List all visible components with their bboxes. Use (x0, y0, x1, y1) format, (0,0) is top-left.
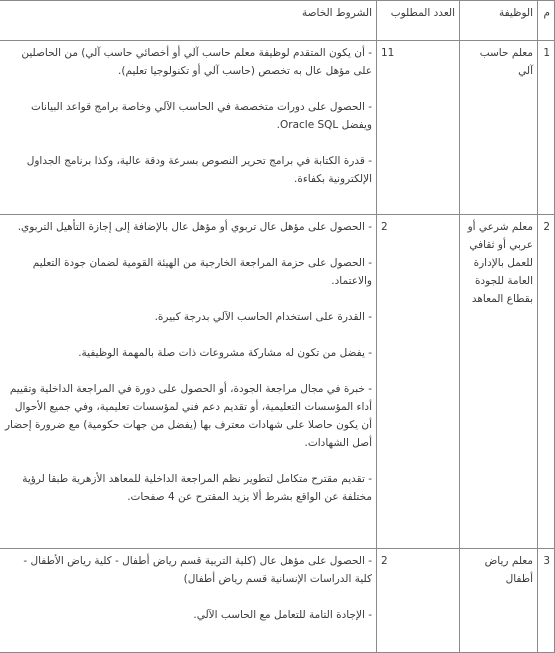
condition-item: - الحصول على حزمة المراجعة الخارجية من الهيئة القومية لضمان جودة التعليم والاعتماد. (32, 257, 372, 287)
condition-item: - أن يكون المتقدم لوظيفة معلم حاسب آلي أو أخصائي حاسب آلي) من الحاصلين على مؤهل عال به تخصص (حاسب آلي أو تكنولوجيا تعليم). (21, 47, 372, 77)
condition-item: - تقديم مقترح متكامل لتطوير نظم المراجعة الداخلية للمعاهد الأزهرية طبقا لرؤية مختلفة عن الواقع بشرط ألا يزيد المقترح عن 4 صفحات. (22, 473, 372, 503)
condition-item: - الحصول على مؤهل عال (كلية التربية قسم رياض أطفال - كلية رياض الأطفال - كلية الدراسات الإنسانية قسم رياض أطفال) (23, 555, 372, 585)
condition-item: - القدرة على استخدام الحاسب الآلي بدرجة كبيرة. (154, 311, 372, 323)
row-count: 11 (377, 41, 460, 215)
table-row (0, 41, 555, 215)
table-row (0, 215, 555, 549)
row-job: معلم شرعي أو عربي أو ثقافي للعمل بالإدارة العامة للجودة بقطاع المعاهد (460, 215, 538, 549)
row-conditions (0, 549, 377, 653)
row-num: 2 (538, 215, 555, 549)
table-row (0, 549, 555, 653)
header-job: الوظيفة (460, 1, 538, 41)
row-conditions (0, 215, 377, 549)
condition-item: - الإجادة التامة للتعامل مع الحاسب الآلي. (193, 609, 372, 621)
row-job: معلم حاسب آلي (460, 41, 538, 215)
condition-item: - قدرة الكتابة في برامج تحرير النصوص بسرعة ودقة عالية، وكذا برنامج الجداول الإلكترونية بكفاءة. (26, 155, 372, 185)
row-num: 1 (538, 41, 555, 215)
condition-item: - يفضل من تكون له مشاركة مشروعات ذات صلة بالمهمة الوظيفية. (78, 347, 372, 359)
table-header-row (0, 1, 555, 41)
row-num: 3 (538, 549, 555, 653)
condition-item: - خبرة في مجال مراجعة الجودة، أو الحصول على دورة في المراجعة الداخلية وتقييم أداء المؤسسات التعليمية، أو تقديم دعم فني لمؤسسات تعليمية، وفي جميع الأحوال أن يكون حاصلا على شهادات معترف بها (يفضل من جهات حكومية) مع ضرورة إحضار أصل الشهادات. (4, 383, 372, 449)
row-count: 2 (377, 549, 460, 653)
row-job: معلم رياض أطفال (460, 549, 538, 653)
header-conditions: الشروط الخاصة (0, 1, 377, 41)
condition-item: - الحصول على دورات متخصصة في الحاسب الآلي وخاصة برامج قواعد البيانات ويفضل Oracle SQL. (30, 101, 372, 131)
header-num: م (538, 1, 555, 41)
row-count: 2 (377, 215, 460, 549)
row-conditions (0, 41, 377, 215)
condition-item: - الحصول على مؤهل عال تربوي أو مؤهل عال بالإضافة إلى إجازة التأهيل التربوي. (17, 221, 372, 233)
header-count: العدد المطلوب (377, 1, 460, 41)
